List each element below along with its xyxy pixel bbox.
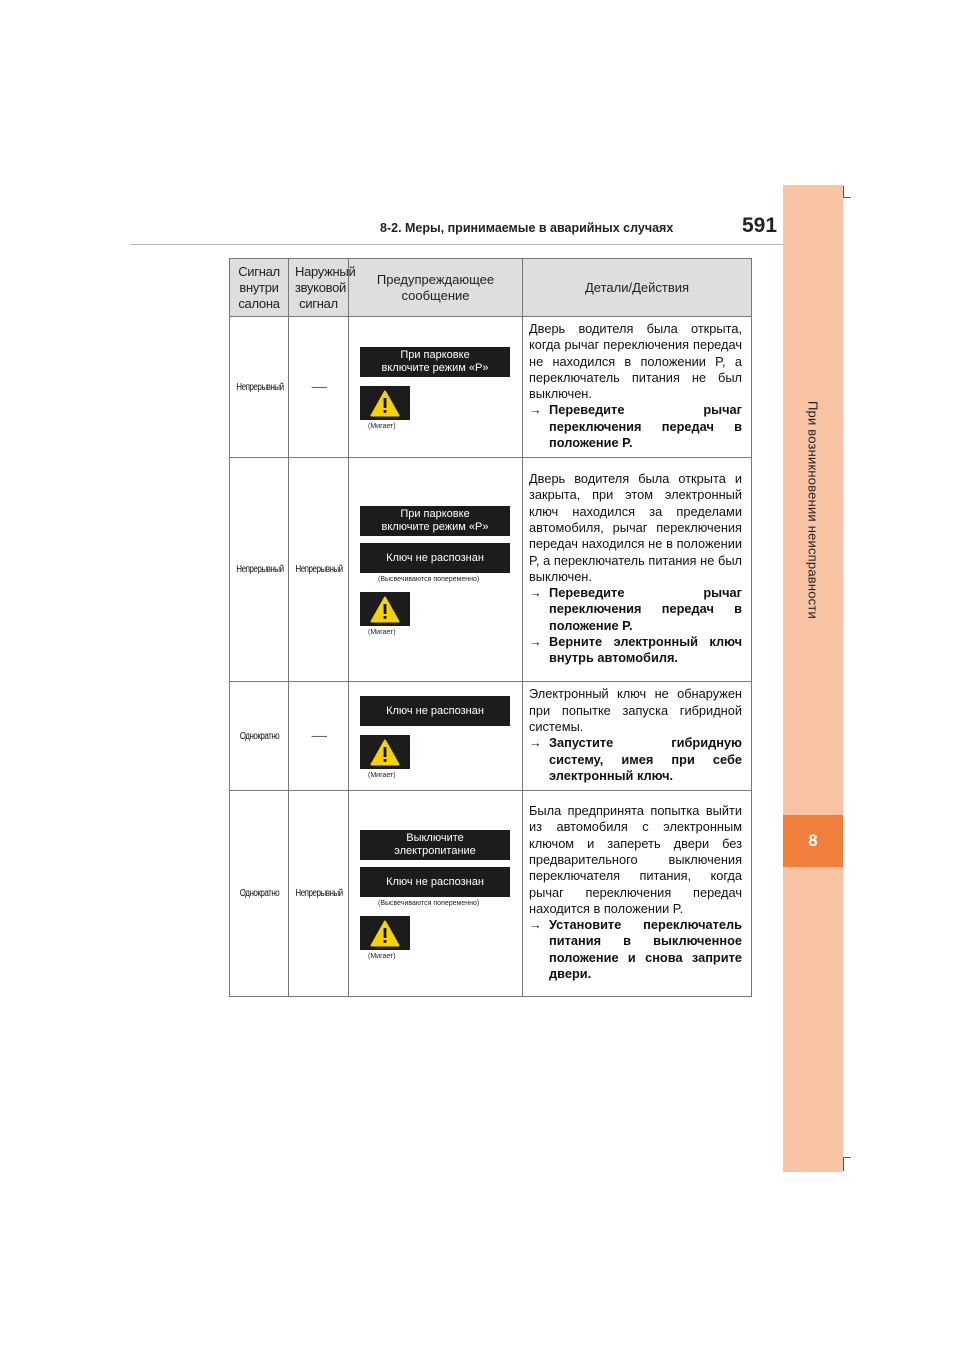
action-text: Переведите рычаг переключения передач в положение P. (549, 402, 742, 451)
alternating-caption: (Высвечиваются попеременно) (378, 576, 480, 584)
warning-message-cell (349, 317, 523, 458)
display-message (360, 830, 510, 860)
details-text: Была предпринята попытка выйти из автомобиля с электронным ключом и запереть двери без предварительного выключения переключателя питания, когда рычаг переключения передач находится в положении P. (529, 803, 742, 916)
display-line: включите режим «P» (381, 362, 489, 375)
display-message (360, 543, 510, 573)
outside-signal: —— (295, 682, 343, 791)
details-cell (523, 791, 752, 997)
outside-signal: Непрерывный (295, 458, 343, 682)
display-line: электропитание (394, 845, 476, 858)
header-outside-signal: Наружный звуковой сигнал (289, 259, 349, 317)
display-message (360, 506, 510, 536)
table-row (230, 682, 752, 791)
inside-signal: Непрерывный (235, 458, 282, 682)
warning-triangle-icon (360, 735, 410, 769)
details-text: Дверь водителя была открыта, когда рычаг переключения передач не находился в положении P, а переключатель питания не был выключен. (529, 321, 742, 402)
display-message (360, 696, 510, 726)
details-cell (523, 458, 752, 682)
action-text: Запустите гибридную систему, имея при себе электронный ключ. (549, 735, 742, 783)
action-item (529, 634, 742, 667)
display-line: При парковке (400, 349, 470, 362)
header-details: Детали/Действия (523, 259, 752, 317)
arrow-icon: → (529, 735, 542, 751)
page-number: 591 (742, 214, 778, 237)
arrow-icon: → (529, 917, 542, 933)
table-row (230, 458, 752, 682)
outside-signal: Непрерывный (295, 791, 343, 997)
blink-caption: (Мигает) (368, 629, 396, 637)
arrow-icon: → (529, 402, 542, 418)
action-item (529, 402, 742, 451)
alternating-caption: (Высвечиваются попеременно) (378, 900, 480, 908)
details-cell (523, 317, 752, 458)
crop-mark-top (843, 186, 851, 198)
inside-signal: Непрерывный (235, 317, 282, 458)
warning-message-cell (349, 682, 523, 791)
header-inside-signal: Сигнал внутри салона (230, 259, 289, 317)
warning-triangle-icon (360, 592, 410, 626)
section-title: 8-2. Меры, принимаемые в аварийных случаях (380, 221, 674, 235)
blink-caption: (Мигает) (368, 423, 396, 431)
action-item (529, 735, 742, 784)
display-line: Выключите (406, 832, 464, 845)
details-cell (523, 682, 752, 791)
action-text: Переведите рычаг переключения передач в положение P. (549, 585, 742, 633)
details-text: Дверь водителя была открыта и закрыта, при этом электронный ключ находился за пределами автомобиля, рычаг переключения передач находился не в положении P, а переключатель питания не был выключен. (529, 471, 742, 584)
warning-message-cell (349, 458, 523, 682)
action-text: Верните электронный ключ внутрь автомобиля. (549, 634, 742, 666)
header-warning-message: Предупреждающее сообщение (349, 259, 523, 317)
display-line: Ключ не распознан (386, 875, 484, 888)
outside-signal: —— (295, 317, 343, 458)
arrow-icon: → (529, 634, 542, 650)
chapter-number: 8 (783, 815, 843, 867)
warning-message-cell (349, 791, 523, 997)
blink-caption: (Мигает) (368, 772, 396, 780)
action-text: Установите переключатель питания в выключенное положение и снова заприте двери. (549, 917, 742, 981)
table-header-row (230, 259, 752, 317)
warning-triangle-icon (360, 386, 410, 420)
inside-signal: Однократно (235, 791, 282, 997)
display-message (360, 347, 510, 377)
crop-mark-bottom (843, 1157, 851, 1171)
header-rule (130, 244, 783, 245)
table-row (230, 791, 752, 997)
display-line: При парковке (400, 508, 470, 521)
action-item (529, 917, 742, 982)
arrow-icon: → (529, 585, 542, 601)
warning-triangle-icon (360, 916, 410, 950)
inside-signal: Однократно (235, 682, 282, 791)
display-message (360, 867, 510, 897)
blink-caption: (Мигает) (368, 953, 396, 961)
table-row (230, 317, 752, 458)
action-item (529, 585, 742, 634)
display-line: Ключ не распознан (386, 704, 484, 717)
side-tab-title: При возникновении неисправности (805, 401, 821, 619)
details-text: Электронный ключ не обнаружен при попытке запуска гибридной системы. (529, 686, 742, 734)
display-line: Ключ не распознан (386, 551, 484, 564)
display-line: включите режим «P» (381, 521, 489, 534)
warning-table (229, 258, 752, 997)
